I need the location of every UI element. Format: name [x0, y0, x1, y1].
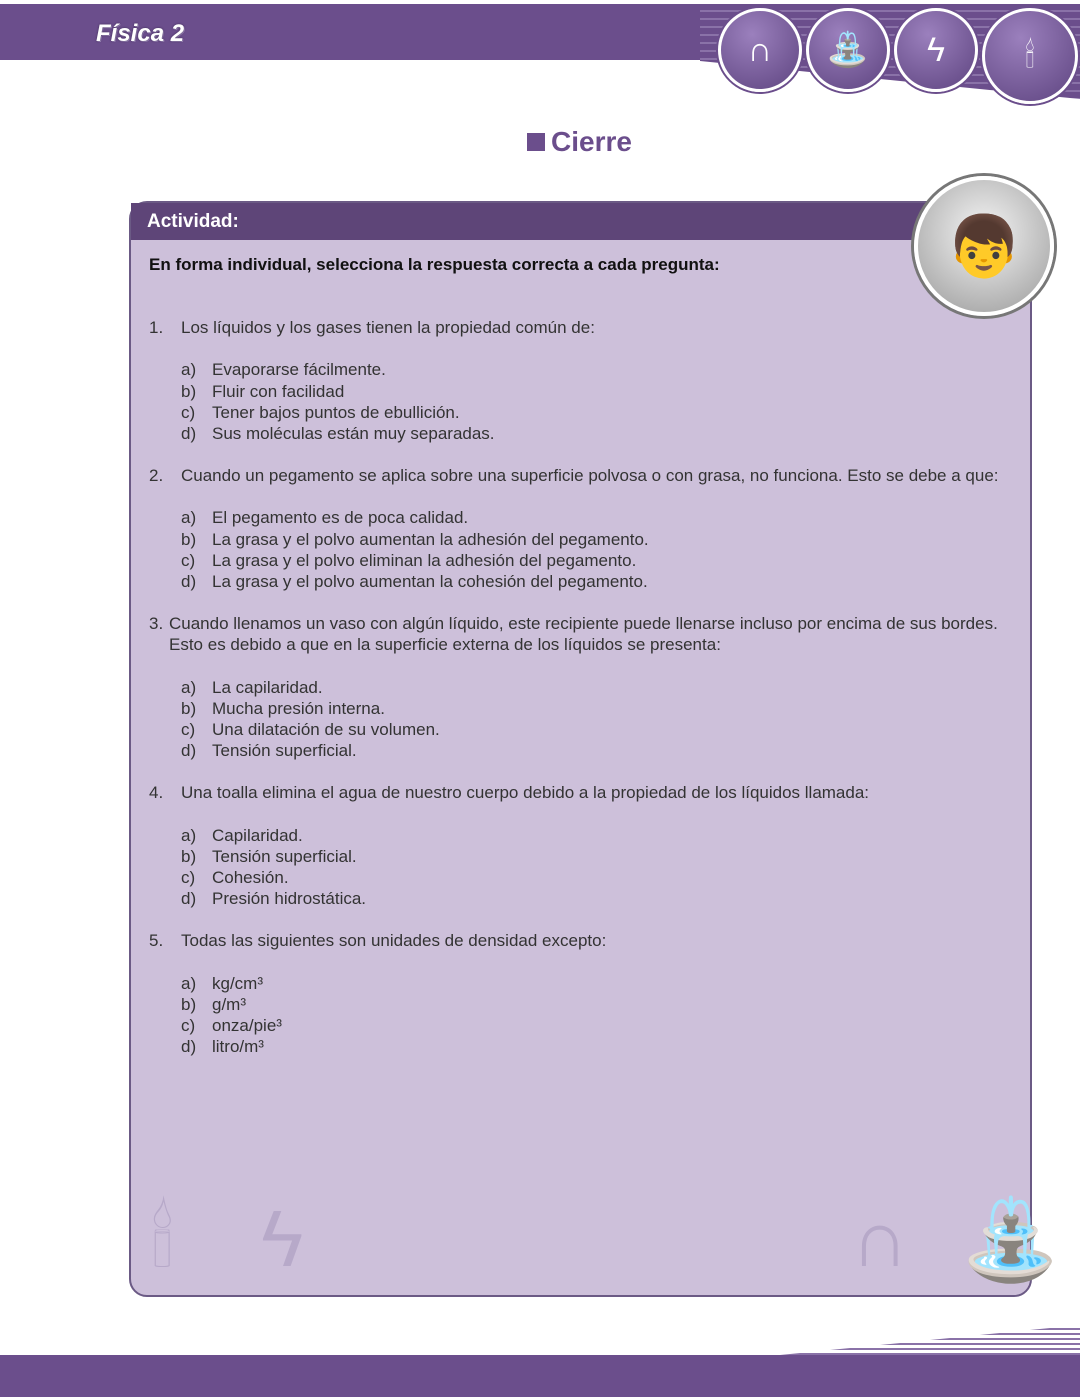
instruction: En forma individual, selecciona la respuesta correcta a cada pregunta: — [149, 255, 720, 274]
option-text: Fluir con facilidad — [212, 381, 345, 401]
option-text: La grasa y el polvo aumentan la cohesión del pegamento. — [212, 572, 648, 592]
option-letter: a) — [181, 825, 197, 845]
answer-option[interactable] — [181, 529, 1018, 550]
option-letter: c) — [181, 720, 196, 740]
answer-option[interactable] — [181, 507, 1018, 528]
activity-box — [129, 201, 1061, 1297]
lightning-watermark-icon: ϟ — [261, 1194, 304, 1283]
option-letter: d) — [181, 572, 197, 592]
question-line: Cuando un pegamento se aplica sobre una superficie polvosa o con grasa, no funciona. Esto se debe a que: — [181, 466, 999, 486]
option-text: Tensión superficial. — [212, 741, 357, 761]
question — [149, 613, 1018, 655]
option-letter: c) — [181, 868, 196, 888]
option-text: Tener bajos puntos de ebullición. — [212, 402, 460, 422]
square-bullet-icon — [527, 133, 545, 151]
option-letter: b) — [181, 846, 197, 866]
candle-watermark-icon: 🕯 — [151, 1194, 174, 1283]
question-text — [181, 782, 869, 803]
option-text: kg/cm³ — [212, 973, 263, 993]
option-letter: c) — [181, 550, 196, 570]
answer-option[interactable] — [181, 1036, 1018, 1057]
question — [149, 930, 1018, 951]
option-text: onza/pie³ — [212, 1016, 282, 1036]
option-text: g/m³ — [212, 994, 246, 1014]
option-letter: a) — [181, 508, 197, 528]
answer-options — [181, 677, 1018, 762]
answer-options — [181, 825, 1018, 910]
option-letter: b) — [181, 381, 197, 401]
option-letter: d) — [181, 424, 197, 444]
option-text: Evaporarse fácilmente. — [212, 360, 386, 380]
question — [149, 465, 1018, 486]
answer-option[interactable] — [181, 867, 1018, 888]
section-title — [527, 126, 632, 158]
option-text: litro/m³ — [212, 1037, 264, 1057]
candle-icon: 🕯 — [982, 8, 1078, 104]
faucet-watermark-icon: ⛲ — [961, 1195, 1061, 1284]
option-letter: d) — [181, 741, 197, 761]
option-text: Sus moléculas están muy separadas. — [212, 424, 495, 444]
option-text: La capilaridad. — [212, 677, 323, 697]
book-title: Física 2 — [96, 20, 185, 47]
student-illustration: 👦 — [914, 176, 1054, 316]
option-letter: d) — [181, 889, 197, 909]
option-text: Capilaridad. — [212, 825, 303, 845]
footer-banner — [0, 1355, 1080, 1397]
question-number: 2. — [149, 466, 164, 486]
option-text: Una dilatación de su volumen. — [212, 720, 440, 740]
option-text: Tensión superficial. — [212, 846, 357, 866]
option-letter: a) — [181, 360, 197, 380]
option-letter: d) — [181, 1037, 197, 1057]
question — [149, 317, 1018, 338]
question-text — [181, 317, 595, 338]
answer-options — [181, 359, 1018, 444]
answer-option[interactable] — [181, 973, 1018, 994]
option-letter: b) — [181, 529, 197, 549]
question-line: Todas las siguientes son unidades de densidad excepto: — [181, 931, 607, 951]
answer-option[interactable] — [181, 740, 1018, 761]
magnet-icon: ∩ — [718, 8, 802, 92]
option-text: La grasa y el polvo aumentan la adhesión del pegamento. — [212, 529, 649, 549]
question — [149, 782, 1018, 803]
option-letter: a) — [181, 973, 197, 993]
footer-stripes — [780, 1325, 1080, 1355]
answer-option[interactable] — [181, 719, 1018, 740]
question-line: Los líquidos y los gases tienen la propiedad común de: — [181, 318, 595, 338]
activity-content — [149, 254, 1018, 1078]
answer-option[interactable] — [181, 1015, 1018, 1036]
answer-option[interactable] — [181, 550, 1018, 571]
question-line: Esto es debido a que en la superficie externa de los líquidos se presenta: — [169, 635, 721, 655]
question-line: Una toalla elimina el agua de nuestro cuerpo debido a la propiedad de los líquidos llamada: — [181, 783, 870, 803]
question-text — [169, 613, 998, 655]
question-text — [181, 465, 999, 486]
option-text: Presión hidrostática. — [212, 889, 367, 909]
question-number: 5. — [149, 931, 164, 951]
lightning-icon: ϟ — [894, 8, 978, 92]
activity-label: Actividad: — [131, 203, 1030, 240]
question-number: 1. — [149, 318, 164, 338]
faucet-icon: ⛲ — [806, 8, 890, 92]
option-text: Cohesión. — [212, 868, 289, 888]
answer-option[interactable] — [181, 423, 1018, 444]
option-text: La grasa y el polvo eliminan la adhesión del pegamento. — [212, 550, 637, 570]
answer-options — [181, 507, 1018, 592]
answer-option[interactable] — [181, 402, 1018, 423]
section-title-text: Cierre — [551, 126, 632, 157]
answer-option[interactable] — [181, 888, 1018, 909]
option-letter: c) — [181, 1016, 196, 1036]
question-number: 3. — [149, 614, 164, 634]
option-text: Mucha presión interna. — [212, 698, 385, 718]
answer-option[interactable] — [181, 359, 1018, 380]
topic-icons — [718, 8, 1078, 104]
answer-option[interactable] — [181, 677, 1018, 698]
answer-option[interactable] — [181, 571, 1018, 592]
question-line: Cuando llenamos un vaso con algún líquido, este recipiente puede llenarse incluso por encima de sus bordes. — [169, 614, 998, 634]
option-letter: b) — [181, 698, 197, 718]
answer-option[interactable] — [181, 698, 1018, 719]
answer-options — [181, 973, 1018, 1058]
answer-option[interactable] — [181, 825, 1018, 846]
answer-option[interactable] — [181, 846, 1018, 867]
question-text — [181, 930, 606, 951]
option-letter: b) — [181, 994, 197, 1014]
option-text: El pegamento es de poca calidad. — [212, 508, 469, 528]
question-number: 4. — [149, 783, 164, 803]
option-letter: a) — [181, 677, 197, 697]
answer-option[interactable] — [181, 381, 1018, 402]
option-letter: c) — [181, 402, 196, 422]
answer-option[interactable] — [181, 994, 1018, 1015]
magnet-watermark-icon: ∩ — [851, 1194, 909, 1283]
